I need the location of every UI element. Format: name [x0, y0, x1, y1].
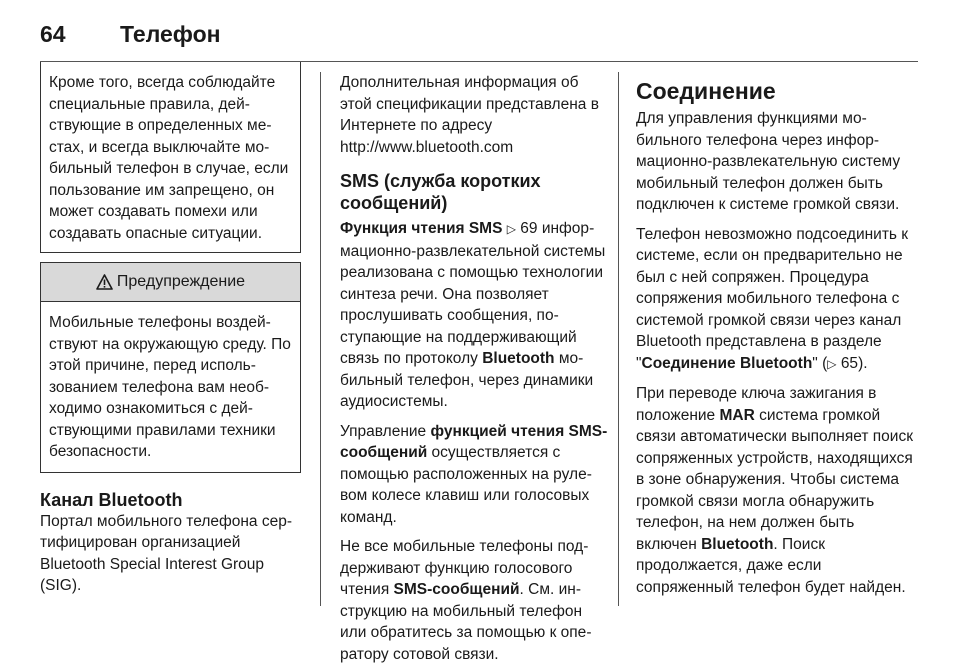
note-box — [40, 62, 301, 253]
bluetooth-channel-heading: Канал Bluetooth — [40, 489, 183, 510]
reference-arrow-icon: ▷ — [827, 356, 837, 371]
warning-header — [41, 263, 300, 302]
bluetooth-term: Bluetooth — [482, 350, 555, 367]
connection-paragraph-2 — [636, 224, 914, 376]
sms-paragraph-2 — [340, 421, 608, 529]
reference-arrow-icon: ▷ — [506, 222, 516, 236]
column-1 — [40, 72, 301, 597]
bluetooth-connection-term: Соединение Bluetooth — [641, 354, 813, 372]
sms-messages-term: SMS-сообщений — [393, 581, 520, 598]
connection-paragraph-2-text: Телефон невозможно подсоединить к системе, если он предварительно не был с ней сопряжен. Процедура сопряжения мобильного телефона с системой громкой связи через канал Bluetooth представлена в разделе " — [636, 225, 909, 372]
warning-title: Предупреждение — [116, 273, 246, 291]
connection-paragraph-2-end: ). — [858, 354, 868, 372]
sms-reading-term: Функция чтения SMS — [340, 220, 503, 237]
bluetooth-term-2: Bluetooth — [701, 535, 774, 553]
warning-text: Мобильные телефоны воздействуют на окружающую среду. По этой причине, перед использованием телефона вам необходимо ознакомиться с действующими правилами техники безопасности. — [49, 314, 291, 460]
sms-paragraph-2-text: Управление — [340, 422, 431, 440]
column-divider-1 — [320, 72, 321, 606]
column-divider-2 — [618, 72, 619, 606]
connection-paragraph-3 — [636, 383, 914, 598]
sms-paragraph-1-end: мобильный телефон, через динамики аудиосистемы. — [340, 350, 594, 410]
connection-paragraph-3-mid: система громкой связи автоматически выполняет поиск сопряженных устройств, находящихся в зоне обнаружения. Чтобы система громкой связи могла обнаружить телефон, на нем должен быть включен — [636, 406, 913, 553]
sms-control-term: функцией чтения SMS-сообщений — [340, 422, 608, 461]
sms-paragraph-3-text: Не все мобильные телефоны поддерживают функцию голосового чтения — [340, 538, 589, 598]
connection-paragraph-1: Для управления функциями мобильного телефона через информационно-развлекательную систему мобильный телефон должен быть подключен к системе громкой связи. — [636, 110, 901, 213]
connection-heading: Соединение — [636, 78, 776, 104]
sms-paragraph-1-text: информационно-развлекательной системы реализована с помощью технологии синтеза речи. Она позволяет прослушивать сообщения, поступающие на поддерживающий связь по протоколу — [340, 220, 606, 367]
column-2 — [340, 72, 608, 665]
warning-box — [40, 262, 301, 473]
connection-page-ref[interactable]: 65 — [840, 354, 859, 372]
sms-paragraph-3 — [340, 536, 608, 665]
connection-paragraph-3-text: При переводе ключа зажигания в положение — [636, 385, 877, 424]
sms-paragraph-3-end: . См. инструкцию на мобильный телефон или обратитесь за помощью к оператору сотовой связи. — [340, 581, 592, 663]
column-3 — [636, 72, 914, 598]
connection-paragraph-3-end: . Поиск продолжается, даже если сопряженный телефон будет найден. — [636, 535, 906, 596]
page-header — [40, 14, 221, 54]
warning-body — [41, 302, 300, 472]
chapter-title: Телефон — [120, 20, 221, 47]
more-info-text: Дополнительная информация об этой спецификации представлена в Интернете по адресу http://www.bluetooth.com — [340, 74, 599, 156]
bluetooth-channel-text: Портал мобильного телефона сертифицирован организацией Bluetooth Special Interest Group (SIG). — [40, 512, 293, 594]
connection-paragraph-2-mid: " ( — [812, 354, 828, 372]
page-number: 64 — [40, 20, 66, 47]
note-text: Кроме того, всегда соблюдайте специальные правила, действующие в определенных местах, и всегда выключайте мобильный телефон в случае, если пользование им запрещено, он может создавать помехи или создавать опасные ситуации. — [49, 74, 289, 242]
sms-heading: SMS (служба коротких сообщений) — [340, 171, 541, 213]
warning-triangle-icon — [96, 274, 113, 290]
sms-page-ref[interactable]: 69 — [520, 220, 538, 237]
mar-term: MAR — [719, 406, 755, 424]
sms-paragraph-2-end: осуществляется с помощью расположенных на рулевом колесе клавиш или голосовых команд. — [340, 444, 592, 526]
sms-paragraph-1 — [340, 218, 608, 413]
